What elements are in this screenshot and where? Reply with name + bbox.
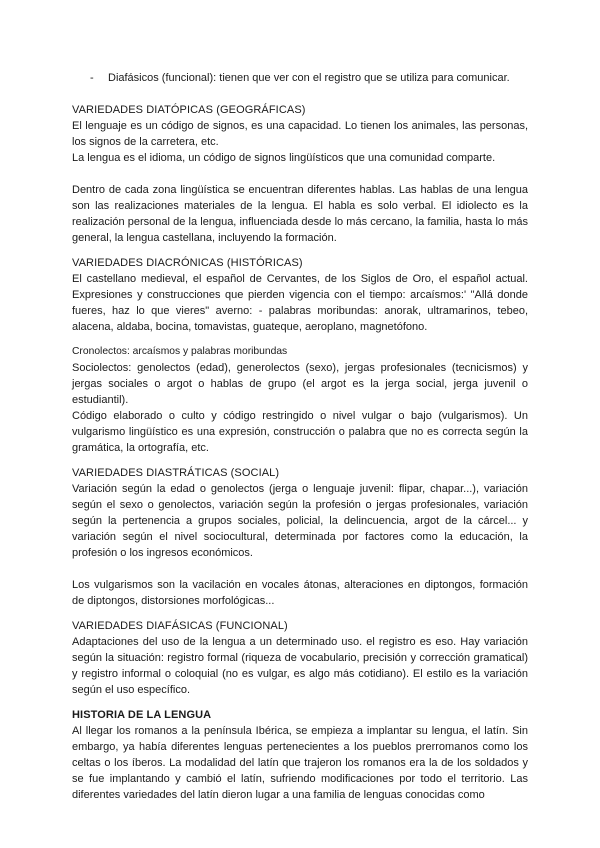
section-historia	[72, 707, 528, 803]
section-heading: VARIEDADES DIASTRÁTICAS (SOCIAL)	[72, 467, 280, 479]
section-diatopicas	[72, 102, 528, 246]
paragraph: La lengua es el idioma, un código de signos lingüísticos que una comunidad comparte.	[72, 152, 496, 164]
section-heading: VARIEDADES DIACRÓNICAS (HISTÓRICAS)	[72, 257, 303, 269]
paragraph: El castellano medieval, el español de Cervantes, de los Siglos de Oro, el español actual. Expresiones y construcciones que pierden vigencia con el tiempo: arcaísmos:' "Allá donde fueres, haz lo que vieres" averno: - palabras moribundas: anorak, ultramarinos, tebeo, alacena, aldaba, bocina, tomavistas, guateque, aeroplano, magnetófono.	[72, 273, 528, 333]
section-heading: HISTORIA DE LA LENGUA	[72, 709, 212, 721]
paragraph: Cronolectos: arcaísmos y palabras moribundas	[72, 346, 288, 357]
document-page	[72, 70, 528, 803]
bullet-item	[90, 70, 528, 86]
bullet-text: Diafásicos (funcional): tienen que ver con el registro que se utiliza para comunicar.	[108, 72, 510, 84]
paragraph: Adaptaciones del uso de la lengua a un determinado uso. el registro es eso. Hay variación según la situación: registro formal (riqueza de vocabulario, precisión y corrección gramatical) y registro informal o coloquial (no es vulgar, es algo más cotidiano). El estilo es la variación según el uso específico.	[72, 636, 528, 696]
section-heading: VARIEDADES DIAFÁSICAS (FUNCIONAL)	[72, 620, 288, 632]
paragraph: Al llegar los romanos a la península Ibérica, se empieza a implantar su lengua, el latín. Sin embargo, ya había diferentes lenguas pertenecientes a los pueblos prerromanos como los celtas o los íberos. La modalidad del latín que trajeron los romanos era la de los soldados y se fue implantando y cambió el latín, sufriendo modificaciones por todo el territorio. Las diferentes variedades del latín dieron lugar a una familia de lenguas conocidas como	[72, 725, 528, 801]
bullet-marker: -	[90, 72, 94, 84]
section-diacronicas	[72, 255, 528, 456]
section-diastraticas	[72, 465, 528, 609]
paragraph: El lenguaje es un código de signos, es una capacidad. Lo tienen los animales, las personas, los signos de la carretera, etc.	[72, 120, 528, 148]
paragraph: Código elaborado o culto y código restringido o nivel vulgar o bajo (vulgarismos). Un vulgarismo lingüístico es una expresión, construcción o palabra que no es correcta según la gramática, la ortografía, etc.	[72, 410, 528, 454]
section-diafasicas	[72, 618, 528, 698]
paragraph: Variación según la edad o genolectos (jerga o lenguaje juvenil: flipar, chapar...), variación según el sexo o genolectos, variación según la profesión o jergas profesionales, variación según la pertenencia a grupos sociales, policial, la delincuencia, argot de la cárcel... y variación según el nivel sociocultural, determinada por factores como la educación, la profesión o los ingresos económicos.	[72, 483, 528, 559]
paragraph: Los vulgarismos son la vacilación en vocales átonas, alteraciones en diptongos, formación de diptongos, distorsiones morfológicas...	[72, 579, 528, 607]
section-heading: VARIEDADES DIATÓPICAS (GEOGRÁFICAS)	[72, 104, 306, 116]
paragraph: Sociolectos: genolectos (edad), generolectos (sexo), jergas profesionales (tecnicismos) y jergas sociales o argot o hablas de grupo (el argot es la jerga social, jerga juvenil o estudiantil).	[72, 362, 528, 406]
paragraph: Dentro de cada zona lingüística se encuentran diferentes hablas. Las hablas de una lengua son las realizaciones materiales de la lengua. El habla es solo verbal. El idiolecto es la realización personal de la lengua, influenciada desde lo más cercano, la familia, hasta lo más general, la lengua castellana, incluyendo la formación.	[72, 184, 528, 244]
